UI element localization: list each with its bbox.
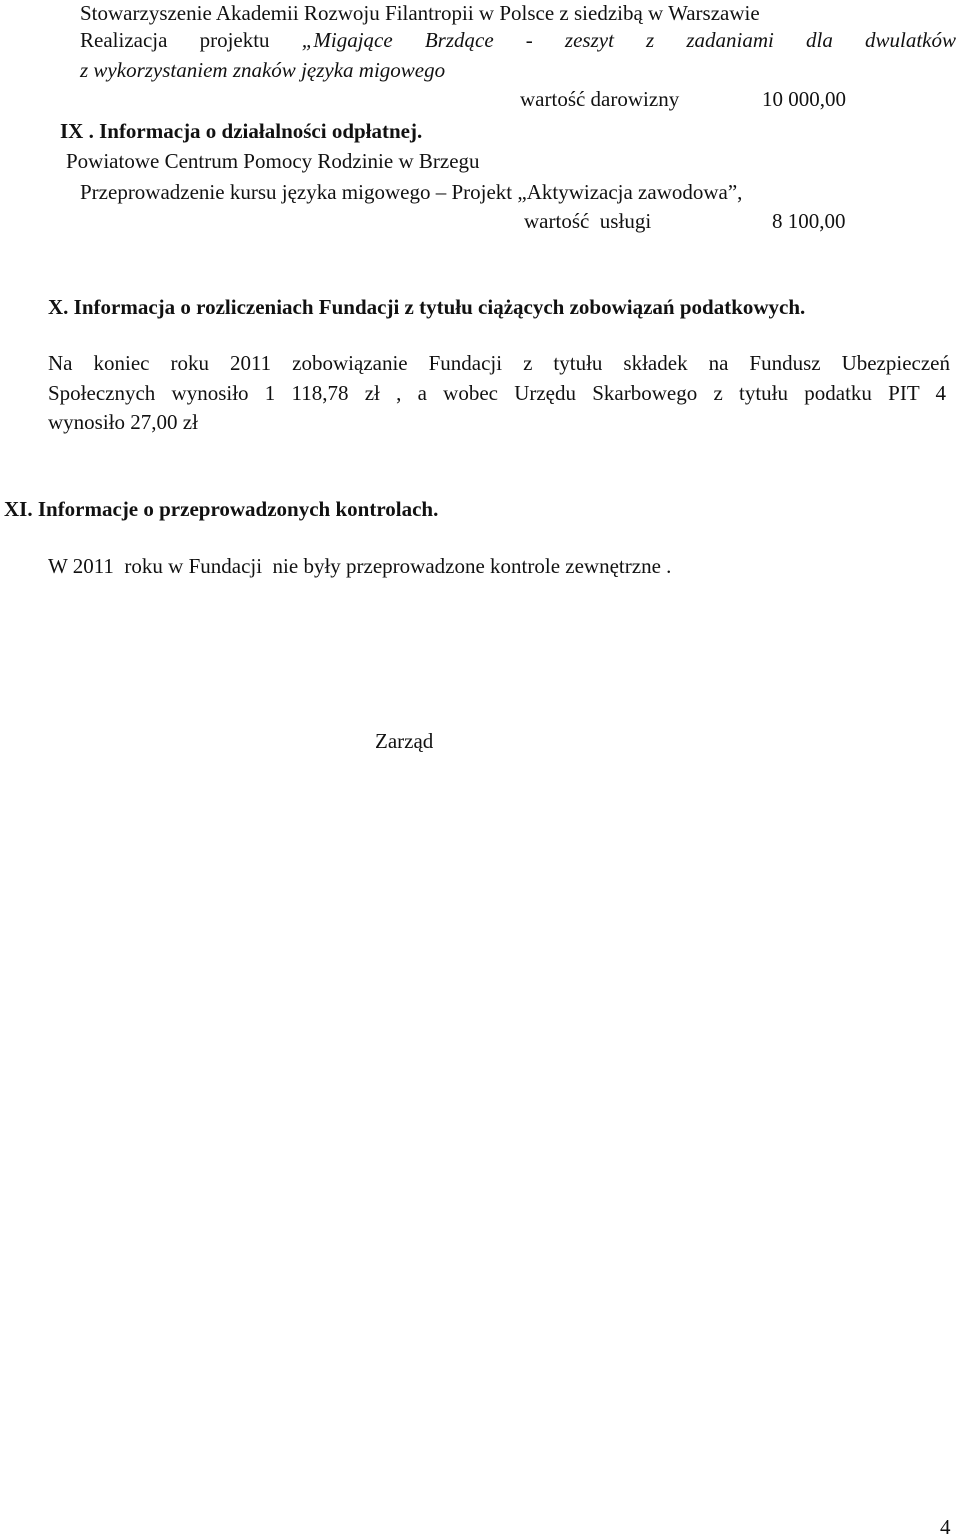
project-title: „Migające Brzdące [301, 28, 494, 52]
page-number: 4 [940, 1515, 951, 1539]
section-ix-value: 8 100,00 [772, 209, 846, 233]
section-x-heading: X. Informacja o rozliczeniach Fundacji z tytułu ciążących zobowiązań podatkowych. [48, 295, 806, 319]
donation-org: Stowarzyszenie Akademii Rozwoju Filantropii w Polsce z siedzibą w Warszawie [80, 1, 760, 25]
donation-value: 10 000,00 [762, 87, 846, 111]
section-ix-heading: IX . Informacja o działalności odpłatnej. [60, 119, 423, 143]
section-x-line1: Na koniec roku 2011 zobowiązanie Fundacji z tytułu składek na Fundusz Ubezpieczeń [48, 351, 950, 375]
section-ix-value-label: wartość usługi [524, 209, 652, 233]
donation-project-line [80, 27, 956, 53]
section-ix-org: Powiatowe Centrum Pomocy Rodzinie w Brzegu [66, 149, 480, 173]
donation-value-label: wartość darowizny [520, 87, 680, 111]
section-xi-heading: XI. Informacje o przeprowadzonych kontrolach. [4, 497, 439, 521]
section-xi-text: W 2011 roku w Fundacji nie były przeprowadzone kontrole zewnętrzne . [48, 554, 672, 578]
signature-zarzad: Zarząd [375, 729, 434, 753]
section-x-line2: Społecznych wynosiło 1 118,78 zł , a wobec Urzędu Skarbowego z tytułu podatku PIT 4 [48, 381, 946, 405]
donation-project-line2: z wykorzystaniem znaków języka migowego [80, 58, 446, 82]
project-title-rest: - zeszyt z zadaniami dla dwulatków [493, 28, 956, 52]
project-prefix: Realizacja projektu [80, 28, 302, 52]
section-x-line3: wynosiło 27,00 zł [48, 410, 198, 434]
section-ix-description: Przeprowadzenie kursu języka migowego – Projekt „Aktywizacja zawodowa”, [80, 180, 743, 204]
